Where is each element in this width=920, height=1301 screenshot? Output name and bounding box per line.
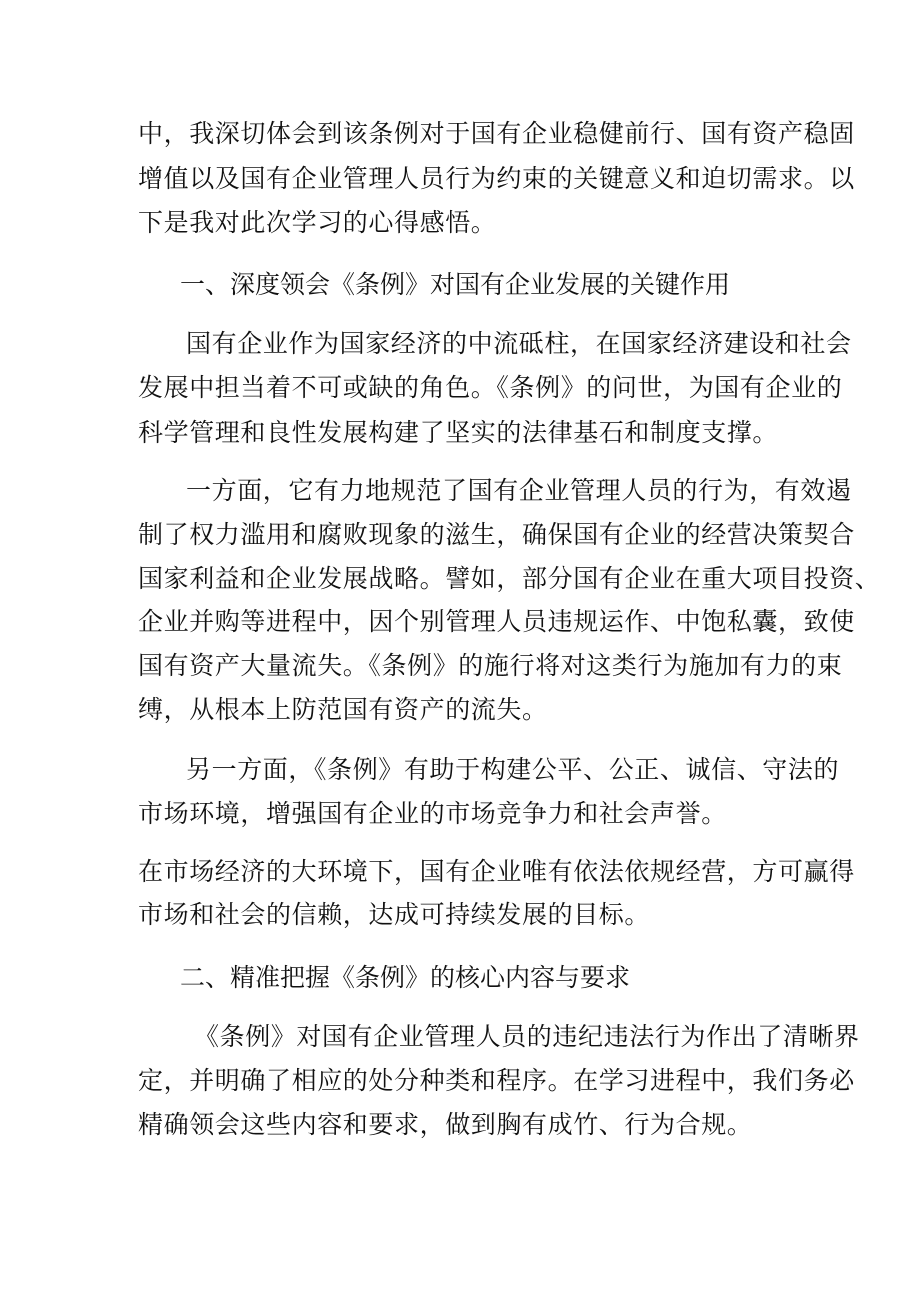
section-heading-1: 一、深度领会《条例》对国有企业发展的关键作用 [180, 270, 731, 299]
p2-line-3: 国家利益和企业发展战略。譬如，部分国有企业在重大项目投资、 [138, 564, 881, 593]
p1-line-1: 国有企业作为国家经济的中流砥柱，在国家经济建设和社会 [186, 329, 852, 358]
p4-line-1: 在市场经济的大环境下，国有企业唯有依法依规经营，方可赢得 [138, 857, 855, 886]
p1-line-2: 发展中担当着不可或缺的角色。《条例》的问世，为国有企业的 [138, 373, 843, 402]
p2-line-1: 一方面，它有力地规范了国有企业管理人员的行为，有效遏 [186, 476, 852, 505]
p2-line-5: 国有资产大量流失。《条例》的施行将对这类行为施加有力的束 [138, 651, 843, 680]
p1-line-3: 科学管理和良性发展构建了坚实的法律基石和制度支撑。 [138, 418, 779, 447]
p4-line-2: 市场和社会的信赖，达成可持续发展的目标。 [138, 900, 651, 929]
p3-line-2: 市场环境，增强国有企业的市场竞争力和社会声誉。 [138, 799, 727, 828]
section-heading-2: 二、精准把握《条例》的核心内容与要求 [180, 963, 631, 992]
intro-line-3: 下是我对此次学习的心得感悟。 [138, 208, 497, 237]
p2-line-4: 企业并购等进程中，因个别管理人员违规运作、中饱私囊，致使 [138, 607, 855, 636]
p2-line-2: 制了权力滥用和腐败现象的滋生，确保国有企业的经营决策契合 [138, 520, 855, 549]
p5-line-2: 定，并明确了相应的处分种类和程序。在学习进程中，我们务必 [138, 1066, 855, 1095]
p5-line-1: 《条例》对国有企业管理人员的违纪违法行为作出了清晰界 [194, 1022, 860, 1051]
p5-line-3: 精确领会这些内容和要求，做到胸有成竹、行为合规。 [138, 1110, 753, 1139]
p2-line-6: 缚，从根本上防范国有资产的流失。 [138, 695, 548, 724]
p3-line-1: 另一方面，《条例》有助于构建公平、公正、诚信、守法的 [186, 755, 840, 784]
intro-line-2: 增值以及国有企业管理人员行为约束的关键意义和迫切需求。以 [138, 164, 855, 193]
intro-line-1: 中，我深切体会到该条例对于国有企业稳健前行、国有资产稳固 [138, 119, 855, 148]
